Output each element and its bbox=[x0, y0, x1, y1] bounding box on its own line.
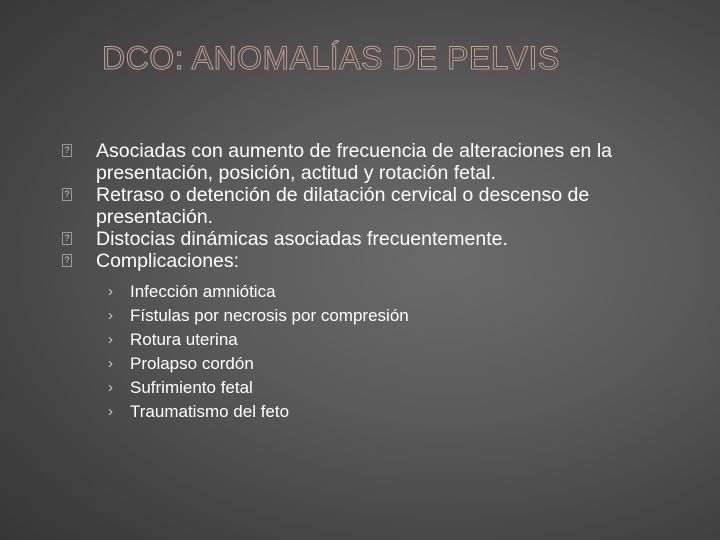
sub-bullet-text: Infección amniótica bbox=[130, 282, 276, 301]
box-question-icon: ? bbox=[62, 188, 72, 201]
slide-title: DCO: ANOMALÍAS DE PELVIS bbox=[102, 40, 560, 76]
box-question-icon: ? bbox=[62, 232, 72, 245]
chevron-right-icon: › bbox=[108, 403, 113, 420]
sub-bullet-item bbox=[96, 328, 696, 352]
bullet-text: Asociadas con aumento de frecuencia de alteraciones en la presentación, posición, actitud y rotación fetal. bbox=[96, 140, 612, 184]
sub-bullet-text: Fístulas por necrosis por compresión bbox=[130, 306, 409, 325]
sub-bullet-text: Traumatismo del feto bbox=[130, 402, 290, 421]
chevron-right-icon: › bbox=[108, 307, 113, 324]
sub-bullet-text: Sufrimiento fetal bbox=[130, 378, 253, 397]
chevron-right-icon: › bbox=[108, 379, 113, 396]
bullet-text: Retraso o detención de dilatación cervical o descenso de presentación. bbox=[96, 184, 590, 228]
box-question-icon: ? bbox=[62, 254, 72, 267]
bullet-item bbox=[64, 250, 696, 424]
bullet-text: Complicaciones: bbox=[96, 250, 240, 272]
sub-bullet-item bbox=[96, 304, 696, 328]
sub-bullet-item bbox=[96, 376, 696, 400]
sub-bullet-item bbox=[96, 400, 696, 424]
sub-bullet-item bbox=[96, 352, 696, 376]
sub-bullet-text: Prolapso cordón bbox=[130, 354, 254, 373]
bullet-item bbox=[64, 228, 696, 250]
sub-bullet-item bbox=[96, 280, 696, 304]
chevron-right-icon: › bbox=[108, 355, 113, 372]
bullet-item bbox=[64, 184, 696, 228]
sub-bullet-list bbox=[96, 280, 696, 424]
box-question-icon: ? bbox=[62, 144, 72, 157]
bullet-item bbox=[64, 140, 696, 184]
chevron-right-icon: › bbox=[108, 283, 113, 300]
bullet-text: Distocias dinámicas asociadas frecuentemente. bbox=[96, 228, 508, 250]
chevron-right-icon: › bbox=[108, 331, 113, 348]
sub-bullet-text: Rotura uterina bbox=[130, 330, 238, 349]
bullet-list bbox=[64, 140, 696, 424]
